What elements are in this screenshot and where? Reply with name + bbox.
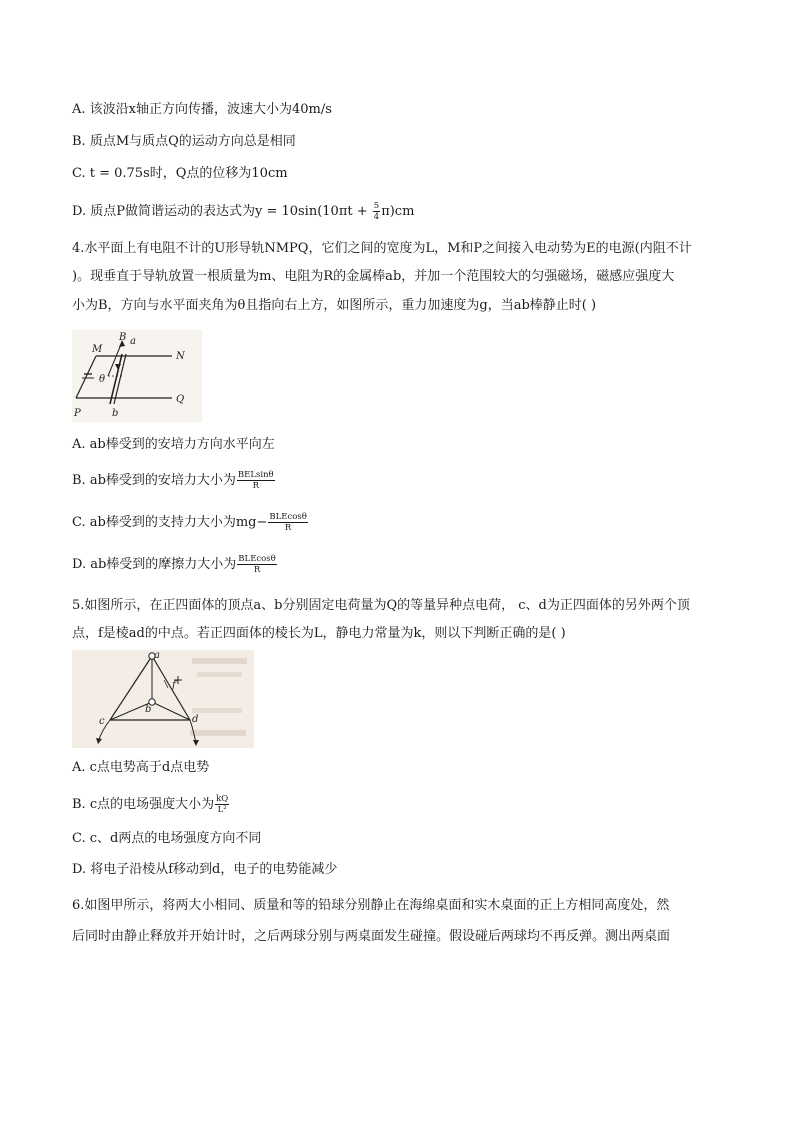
- q4-d-denominator: R: [253, 565, 261, 575]
- q3-option-d-tail: π)cm: [381, 204, 415, 219]
- q4-label-q: Q: [176, 394, 185, 405]
- q3-option-d: [72, 201, 732, 222]
- q5-label-d: d: [192, 714, 199, 725]
- q4-label-b-field: B: [119, 332, 127, 343]
- q4-option-d-fraction: [237, 554, 276, 575]
- q5-tetrahedron-diagram: [72, 650, 254, 748]
- q4-stem-line1: 4.水平面上有电阻不计的U形导轨NMPQ，它们之间的宽度为L，M和P之间接入电动势为E的电源(内阻不计: [72, 241, 692, 256]
- q5-tetrahedron-figure: [72, 650, 254, 748]
- q4-option-d-text: D. ab棒受到的摩擦力大小为: [72, 557, 237, 572]
- q5-option-c: C. c、d两点的电场强度方向不同: [72, 831, 262, 846]
- q5-option-d: D. 将电子沿棱从f移动到d，电子的电势能减少: [72, 862, 338, 877]
- q3-option-d-fraction: [373, 201, 380, 222]
- q5-stem-line1: 5.如图所示，在正四面体的顶点a、b分别固定电荷量为Q的等量异种点电荷， c、d为正四面体的另外两个顶: [72, 598, 690, 613]
- q4-option-b: [72, 470, 732, 491]
- q3-option-b: B. 质点M与质点Q的运动方向总是相同: [72, 134, 296, 149]
- q4-d-numerator: BLEcosθ: [238, 554, 276, 564]
- q4-rail-diagram: [72, 330, 202, 422]
- q4-option-c: [72, 512, 732, 533]
- q4-label-p: P: [74, 408, 81, 419]
- q5-b-denominator: L²: [217, 805, 227, 815]
- q5-label-b: b: [145, 704, 152, 715]
- q3-option-d-text: D. 质点P做简谐运动的表达式为y = 10sin(10πt +: [72, 204, 368, 219]
- q5-option-b: [72, 794, 732, 815]
- q4-c-denominator: R: [284, 523, 292, 533]
- q4-c-numerator: BLEcosθ: [269, 512, 307, 522]
- q3-d-numerator: 5: [373, 201, 380, 211]
- q5-label-c: c: [99, 716, 105, 727]
- q4-b-denominator: R: [252, 481, 259, 491]
- q5-stem-line2: 点，f是棱ad的中点。若正四面体的棱长为L，静电力常量为k，则以下判断正确的是( ): [72, 626, 566, 641]
- q3-option-a: A. 该波沿x轴正方向传播，波速大小为40m/s: [72, 102, 332, 117]
- q4-b-numerator: BELsinθ: [237, 470, 274, 480]
- q5-option-b-fraction: [215, 794, 229, 815]
- q4-label-n: N: [176, 351, 185, 362]
- q4-rail-figure: [72, 330, 202, 422]
- q5-label-a: a: [154, 650, 160, 661]
- q5-b-numerator: kQ: [216, 794, 229, 804]
- q6-stem-line1: 6.如图甲所示，将两大小相同、质量和等的铅球分别静止在海绵桌面和实木桌面的正上方相同高度处，然: [72, 898, 670, 913]
- q4-label-b: b: [112, 408, 119, 419]
- q5-option-a: A. c点电势高于d点电势: [72, 760, 210, 775]
- q4-option-c-fraction: [268, 512, 307, 533]
- q4-stem-line3: 小为B，方向与水平面夹角为θ且指向右上方，如图所示，重力加速度为g，当ab棒静止时( ): [72, 298, 597, 313]
- q4-option-c-text: C. ab棒受到的支持力大小为mg−: [72, 515, 268, 530]
- q4-label-theta: θ: [99, 374, 106, 385]
- q4-label-a: a: [130, 336, 136, 347]
- q5-label-f: f: [172, 680, 176, 691]
- q4-label-m: M: [92, 344, 103, 355]
- q4-option-b-text: B. ab棒受到的安培力大小为: [72, 473, 236, 488]
- q4-option-a: A. ab棒受到的安培力方向水平向左: [72, 437, 275, 452]
- q5-option-b-text: B. c点的电场强度大小为: [72, 797, 215, 812]
- q3-option-c: C. t = 0.75s时，Q点的位移为10cm: [72, 166, 288, 181]
- q3-d-denominator: 4: [373, 212, 380, 222]
- q4-option-d: [72, 554, 732, 575]
- q4-option-b-fraction: [237, 470, 275, 491]
- q6-stem-line2: 后同时由静止释放并开始计时，之后两球分别与两桌面发生碰撞。假设碰后两球均不再反弹。测出两桌面: [72, 929, 671, 944]
- q4-stem-line2: )。现垂直于导轨放置一根质量为m、电阻为R的金属棒ab，并加一个范围较大的匀强磁场，磁感应强度大: [72, 269, 675, 284]
